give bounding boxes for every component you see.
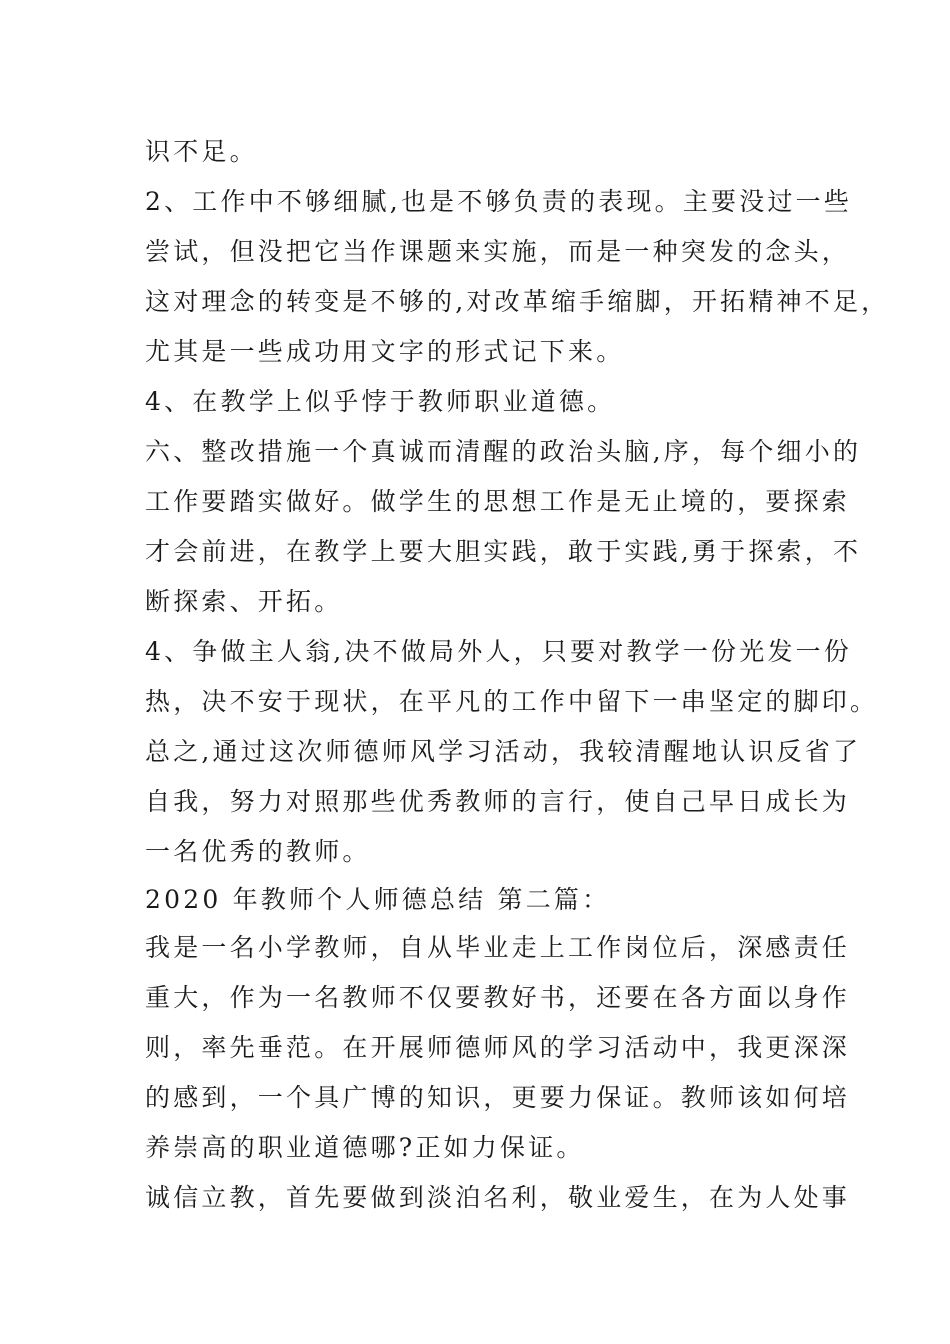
- text-line-21: 养崇高的职业道德哪?正如力保证。: [145, 1133, 585, 1162]
- text-line-4: 这对理念的转变是不够的,对改革缩手缩脚，开拓精神不足，: [145, 287, 890, 316]
- text-line-8: 工作要踏实做好。做学生的思想工作是无止境的，要探索: [145, 487, 851, 516]
- text-line-1: 识不足。: [145, 137, 258, 166]
- text-line-18: 重大，作为一名教师不仅要教好书，还要在各方面以身作: [145, 983, 851, 1012]
- text-line-12: 热，决不安于现状，在平凡的工作中留下一串坚定的脚印。: [145, 687, 879, 716]
- text-line-11: 4、争做主人翁,决不做局外人，只要对教学一份光发一份: [145, 637, 853, 666]
- text-line-14: 自我，努力对照那些优秀教师的言行，使自己早日成长为: [145, 787, 851, 816]
- text-line-15: 一名优秀的教师。: [145, 837, 371, 866]
- text-line-2: 2、工作中不够细腻,也是不够负责的表现。主要没过一些: [145, 187, 853, 216]
- text-line-22: 诚信立教，首先要做到淡泊名利，敬业爱生，在为人处事: [145, 1183, 851, 1212]
- text-line-13: 总之,通过这次师德师风学习活动，我较清醒地认识反省了: [145, 737, 862, 766]
- text-line-19: 则，率先垂范。在开展师德师风的学习活动中，我更深深: [145, 1033, 851, 1062]
- text-line-5: 尤其是一些成功用文字的形式记下来。: [145, 337, 625, 366]
- text-line-9: 才会前进，在教学上要大胆实践，敢于实践,勇于探索，不: [145, 537, 862, 566]
- section-heading: 2020 年教师个人师德总结 第二篇：: [145, 885, 611, 914]
- text-line-6: 4、在教学上似乎悖于教师职业道德。: [145, 387, 616, 416]
- text-line-3: 尝试，但没把它当作课题来实施，而是一种突发的念头，: [145, 237, 851, 266]
- text-line-7: 六、整改措施一个真诚而清醒的政治头脑,序，每个细小的: [145, 437, 862, 466]
- text-line-10: 断探索、开拓。: [145, 587, 343, 616]
- text-line-17: 我是一名小学教师，自从毕业走上工作岗位后，深感责任: [145, 933, 851, 962]
- text-line-20: 的感到，一个具广博的知识，更要力保证。教师该如何培: [145, 1083, 851, 1112]
